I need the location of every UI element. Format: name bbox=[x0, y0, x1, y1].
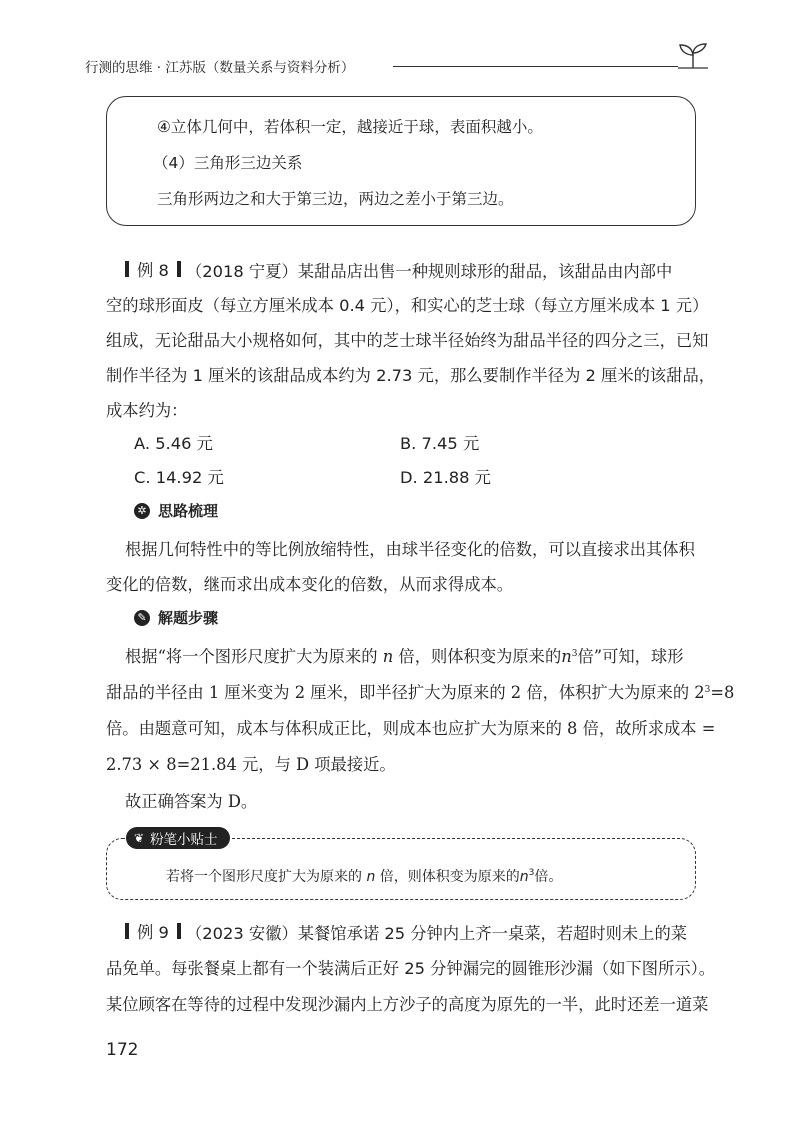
page-number: 172 bbox=[106, 1040, 139, 1060]
solution-heading: ✎ 解题步骤 bbox=[134, 607, 218, 628]
example-8-label: 例 8 bbox=[125, 257, 181, 281]
example-8-line-4: 制作半径为 1 厘米的该甜品成本约为 2.73 元，那么要制作半径为 2 厘米的该甜品， bbox=[106, 366, 716, 385]
key-icon: ✎ bbox=[134, 610, 150, 626]
tip-text: 若将一个图形尺度扩大为原来的 n 倍，则体积变为原来的$n^3$倍。 bbox=[166, 868, 563, 885]
example-8-line-1: 例 8 （2018 宁夏）某甜品店出售一种规则球形的甜品，该甜品由内部中 bbox=[125, 257, 672, 282]
solution-line-3: 倍。由题意可知，成本与体积成正比，则成本也应扩大为原来的 8 倍，故所求成本 = bbox=[106, 719, 716, 738]
header-rule bbox=[393, 66, 678, 67]
example-9-line-2: 品免单。每张餐桌上都有一个装满后正好 25 分钟漏完的圆锥形沙漏（如下图所示）。 bbox=[106, 959, 716, 978]
example-9-label: 例 9 bbox=[125, 919, 181, 943]
summary-line-2: （4）三角形三边关系 bbox=[153, 154, 303, 172]
option-a: A. 5.46 元 bbox=[134, 434, 213, 453]
tip-label: ❦ 粉笔小贴士 bbox=[126, 827, 230, 849]
example-8-line-3: 组成，无论甜品大小规格如何，其中的芝士球半径始终为甜品半径的四分之三，已知 bbox=[106, 331, 709, 350]
sprout-icon bbox=[676, 38, 710, 70]
label-bar-left bbox=[125, 923, 129, 939]
answer-line: 故正确答案为 D。 bbox=[125, 792, 258, 811]
solution-line-1: 根据“将一个图形尺度扩大为原来的 n 倍，则体积变为原来的$n^3$倍”可知，球形 bbox=[125, 647, 684, 666]
label-bar-right bbox=[177, 923, 181, 939]
example-8-line-5: 成本约为： bbox=[106, 401, 188, 420]
example-9-line-3: 某位顾客在等待的过程中发现沙漏内上方沙子的高度为原先的一半，此时还差一道菜 bbox=[106, 995, 709, 1014]
example-9-line-1: 例 9 （2023 安徽）某餐馆承诺 25 分钟内上齐一桌菜，若超时则未上的菜 bbox=[125, 919, 687, 944]
thinking-line-1: 根据几何特性中的等比例放缩特性，由球半径变化的倍数，可以直接求出其体积 bbox=[125, 540, 695, 559]
option-b: B. 7.45 元 bbox=[400, 434, 480, 453]
thinking-line-2: 变化的倍数，继而求出成本变化的倍数，从而求得成本。 bbox=[106, 575, 514, 594]
gear-icon: ✲ bbox=[134, 503, 150, 519]
option-d: D. 21.88 元 bbox=[400, 468, 491, 487]
running-header: 行测的思维 · 江苏版（数量关系与资料分析） bbox=[85, 60, 355, 76]
label-bar-right bbox=[177, 261, 181, 277]
solution-line-2: 甜品的半径由 1 厘米变为 2 厘米，即半径扩大为原来的 2 倍，体积扩大为原来的 $2^3=8$ bbox=[106, 683, 735, 702]
sprout-icon: ❦ bbox=[134, 831, 145, 845]
label-bar-left bbox=[125, 261, 129, 277]
solution-line-4: 2.73 × 8=21.84 元，与 D 项最接近。 bbox=[106, 755, 396, 774]
summary-line-3: 三角形两边之和大于第三边，两边之差小于第三边。 bbox=[157, 190, 514, 208]
option-c: C. 14.92 元 bbox=[134, 468, 224, 487]
thinking-heading: ✲ 思路梳理 bbox=[134, 500, 218, 521]
summary-box bbox=[106, 96, 696, 226]
example-8-line-2: 空的球形面皮（每立方厘米成本 0.4 元），和实心的芝士球（每立方厘米成本 1 元） bbox=[106, 296, 709, 315]
summary-line-1: ④立体几何中，若体积一定，越接近于球，表面积越小。 bbox=[157, 118, 543, 136]
